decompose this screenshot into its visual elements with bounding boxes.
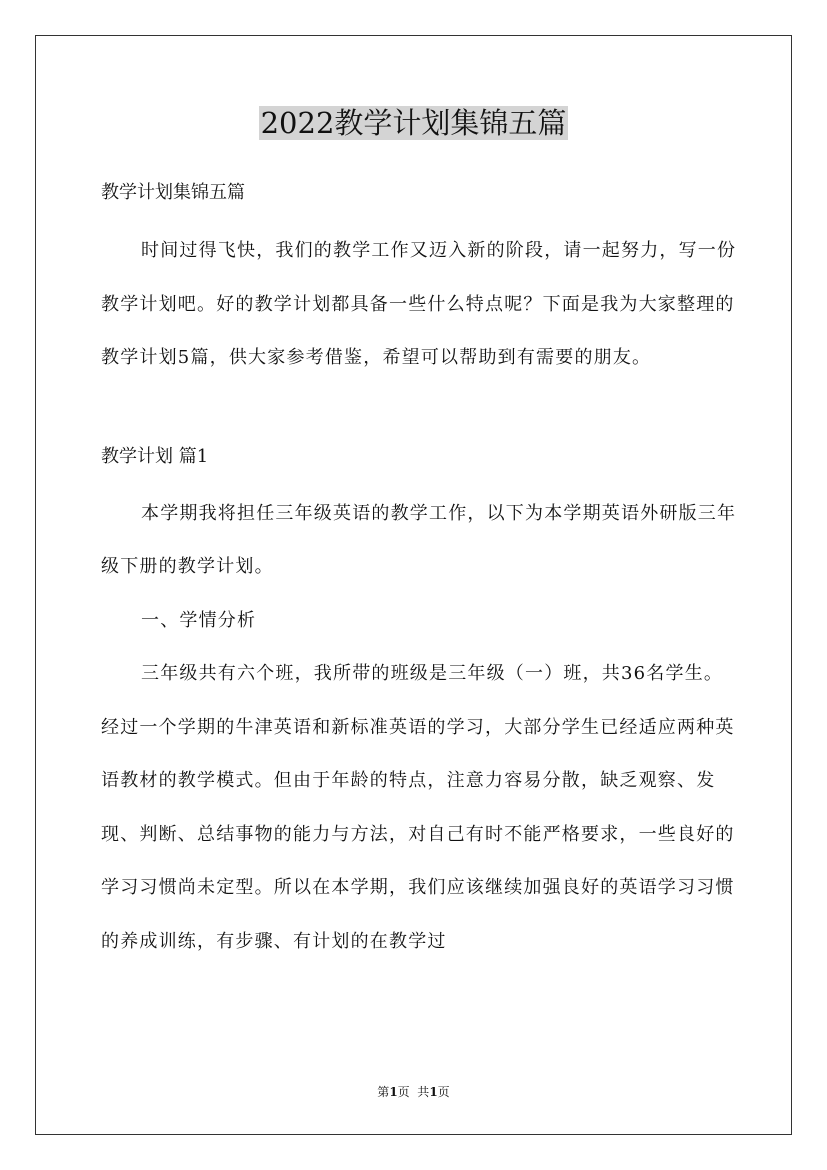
footer-page-suffix: 页: [437, 1085, 450, 1099]
document-title-text: 2022教学计划集锦五篇: [260, 106, 567, 140]
document-title: [0, 103, 827, 143]
intro-paragraph: 时间过得飞快，我们的教学工作又迈入新的阶段，请一起努力，写一份教学计划吧。好的教学计划都具备一些什么特点呢？下面是我为大家整理的教学计划5篇，供大家参考借鉴，希望可以帮助到有需要的朋友。: [101, 240, 737, 368]
document-subtitle: 教学计划集锦五篇: [101, 182, 245, 203]
footer-page-current: 1: [389, 1085, 398, 1099]
section-heading: 教学计划 篇1: [101, 445, 209, 467]
footer-page-mid: 页 共: [397, 1085, 430, 1099]
subheading-analysis: 一、学情分析: [141, 609, 257, 631]
footer-page-prefix: 第: [377, 1085, 390, 1099]
analysis-paragraph: 三年级共有六个班，我所带的班级是三年级（一）班，共36名学生。经过一个学期的牛津英语和新标准英语的学习，大部分学生已经适应两种英语教材的教学模式。但由于年龄的特点，注意力容易分散，缺乏观察、发现、判断、总结事物的能力与方法，对自己有时不能严格要求，一些良好的学习习惯尚未定型。所以在本学期，我们应该继续加强良好的英语学习习惯的养成训练，有步骤、有计划的在教学过: [101, 663, 735, 952]
document-body: [101, 175, 741, 968]
footer-page-total: 1: [429, 1085, 438, 1099]
page-footer: [0, 1082, 827, 1102]
section-intro-paragraph: 本学期我将担任三年级英语的教学工作，以下为本学期英语外研版三年级下册的教学计划。: [101, 502, 737, 577]
